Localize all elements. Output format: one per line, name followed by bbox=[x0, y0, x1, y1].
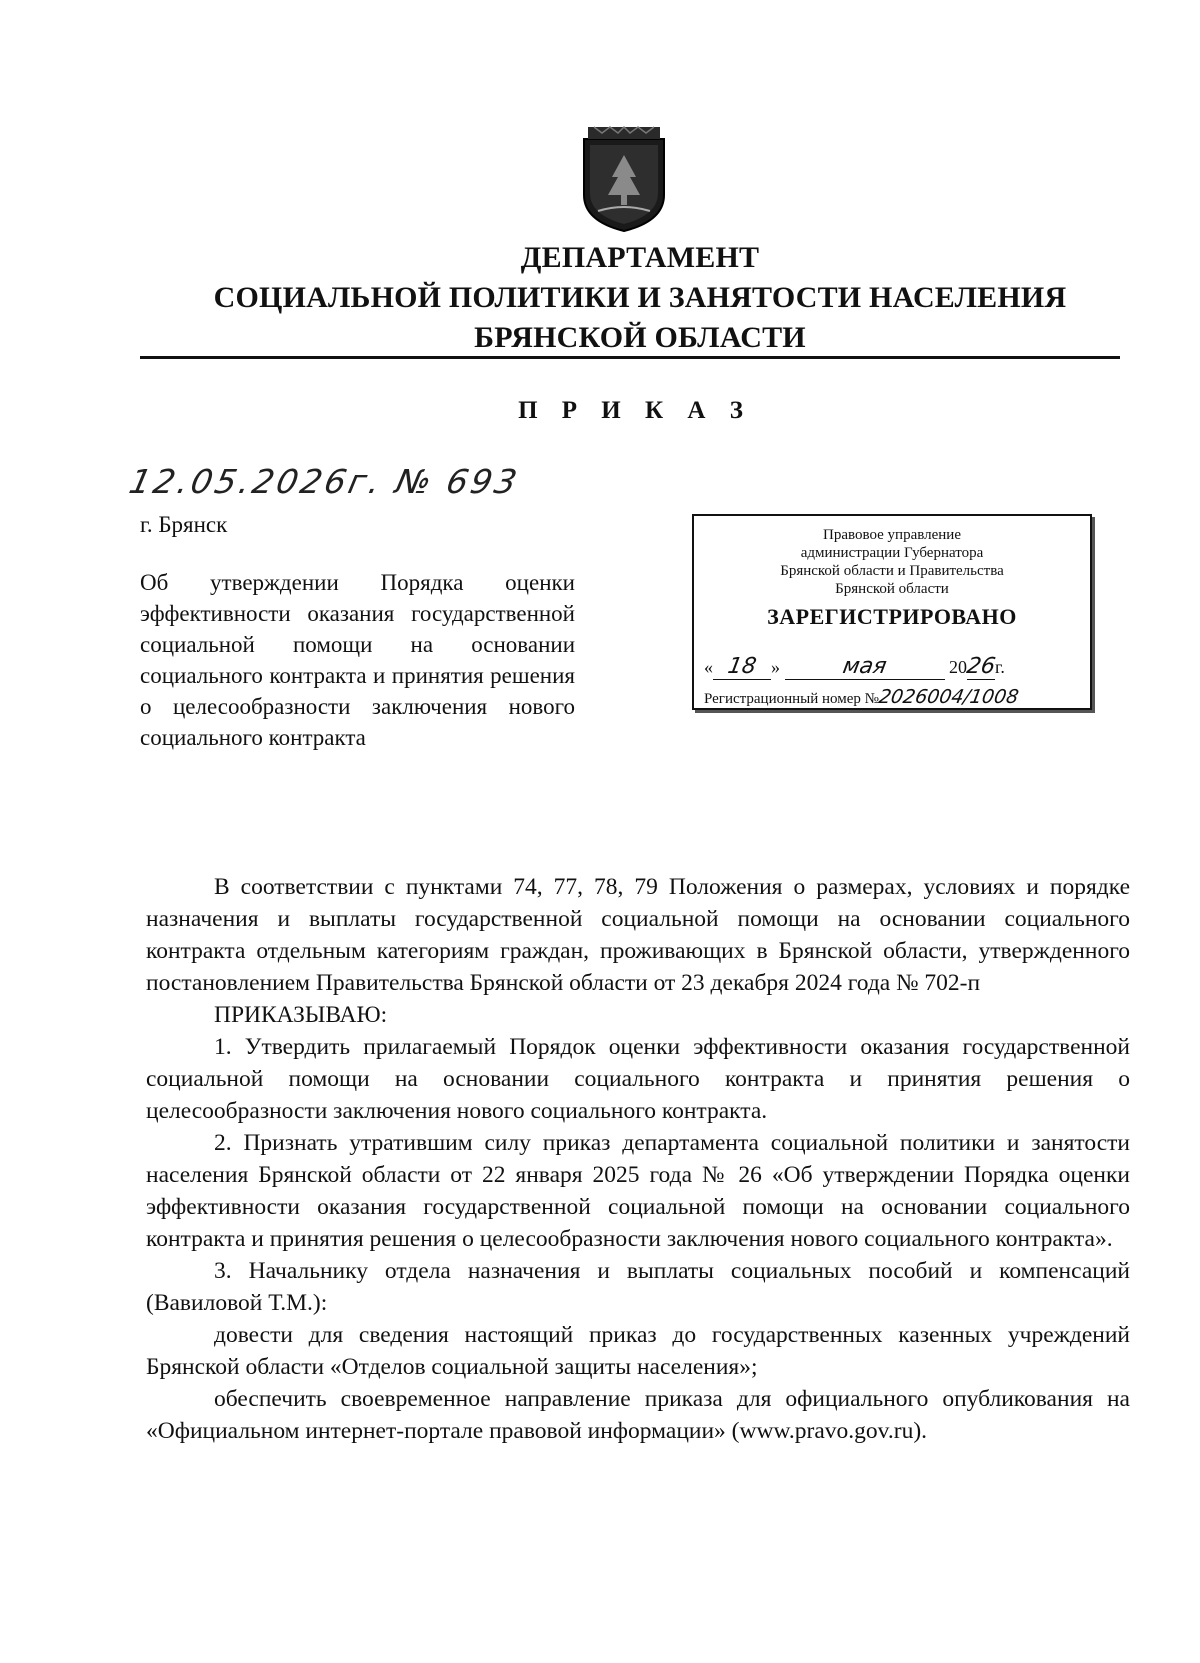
header-line-3: БРЯНСКОЙ ОБЛАСТИ bbox=[474, 321, 806, 354]
stamp-registered: ЗАРЕГИСТРИРОВАНО bbox=[767, 604, 1017, 629]
preamble-paragraph: В соответствии с пунктами 74, 77, 78, 79 Положения о размерах, условиях и порядке назначения и выплаты государственной социальной помощи на основании социального контракта отдельным категориям граждан, проживающих в Брянской области, утвержденного постановлением Правительства Брянской области от 23 декабря 2024 года № 702-п bbox=[146, 874, 1130, 996]
item-3: 3. Начальнику отдела назначения и выплаты социальных пособий и компенсаций (Вавиловой Т.М.): bbox=[146, 1258, 1130, 1316]
item-2: 2. Признать утратившим силу приказ департамента социальной политики и занятости населения Брянской области от 22 января 2025 года № 26 «Об утверждении Порядка оценки эффективности оказания государственной социальной помощи на основании социального контракта и принятия решения о целесообразности заключения нового социального контракта». bbox=[146, 1130, 1130, 1252]
city-label: г. Брянск bbox=[140, 512, 228, 537]
handwritten-date-number: 12.05.2026г. № 693 bbox=[125, 462, 524, 501]
order-body bbox=[146, 871, 1130, 1447]
item-1: 1. Утвердить прилагаемый Порядок оценки эффективности оказания государственной социальной помощи на основании социального контракта и принятия решения о целесообразности заключения нового социального контракта. bbox=[146, 1034, 1130, 1124]
order-title: П Р И К А З bbox=[518, 397, 752, 424]
stamp-line-3: Брянской области и Правительства bbox=[780, 563, 1004, 579]
order-subject: Об утверждении Порядка оценки эффективности оказания государственной социальной помощи на основании социального контракта и принятия решения о целесообразности заключения нового социального контракта bbox=[140, 570, 575, 750]
header-divider bbox=[140, 356, 1120, 359]
stamp-reg-number: 2026004/1008 bbox=[877, 686, 1021, 708]
stamp-line-2: администрации Губернатора bbox=[800, 545, 984, 561]
registration-stamp bbox=[692, 514, 1092, 710]
coat-of-arms-emblem bbox=[580, 125, 668, 233]
department-header bbox=[140, 238, 1140, 358]
order-word: ПРИКАЗЫВАЮ: bbox=[214, 1002, 388, 1028]
stamp-day: 18 bbox=[725, 654, 759, 679]
item-3-sub-b: обеспечить своевременное направление приказа для официального опубликования на «Официальном интернет-портале правовой информации» (www.pravo.gov.ru). bbox=[146, 1386, 1130, 1444]
stamp-year-prefix: 20 bbox=[949, 657, 967, 677]
stamp-month: мая bbox=[840, 654, 889, 679]
stamp-reg-label: Регистрационный номер № bbox=[704, 691, 879, 707]
stamp-year-g: г. bbox=[995, 657, 1005, 677]
header-line-1: ДЕПАРТАМЕНТ bbox=[520, 241, 760, 274]
stamp-line-4: Брянской области bbox=[835, 581, 949, 597]
item-3-sub-a: довести для сведения настоящий приказ до государственных казенных учреждений Брянской области «Отделов социальной защиты населения»; bbox=[146, 1322, 1130, 1380]
stamp-number-row bbox=[704, 686, 1084, 709]
stamp-date-row: « 18 » мая 2026г. bbox=[704, 654, 1005, 679]
stamp-line-1: Правовое управление bbox=[823, 527, 961, 543]
stamp-year-suffix: 26 bbox=[964, 654, 998, 679]
header-line-2: СОЦИАЛЬНОЙ ПОЛИТИКИ И ЗАНЯТОСТИ НАСЕЛЕНИЯ bbox=[213, 281, 1067, 314]
